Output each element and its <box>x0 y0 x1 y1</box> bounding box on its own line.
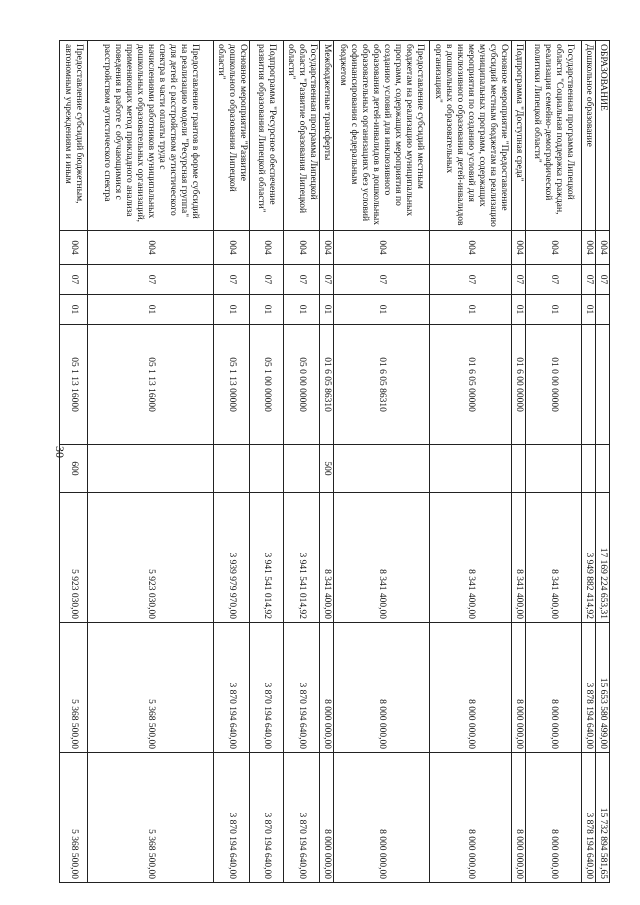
subsection-code-cell: 01 <box>512 295 526 325</box>
section-code-cell: 07 <box>596 265 610 295</box>
row-name-cell: Предоставление субсидий бюджетным, автономным учреждениям и иным <box>60 41 88 231</box>
amount-2025-cell: 8 000 000,00 <box>512 753 526 883</box>
section-code-cell: 07 <box>88 265 214 295</box>
target-article-cell: 01 6 05 86310 <box>320 325 334 445</box>
row-name-cell: Предоставление грантов в форме субсидий на реализацию модели "Ресурсная группа" для детей с расстройством аутистического спектра в части оплаты труда с начислениями работников муниципальных дошкольных образовательных организаций, применяющих метод прикладного анализа поведения в работе с обучающимися с расстройством аутистического спектра <box>88 41 214 231</box>
ministry-code-cell: 004 <box>596 231 610 265</box>
amount-2023-cell: 8 341 400,00 <box>430 493 512 623</box>
table-row <box>512 41 526 883</box>
amount-2024-cell: 5 368 500,00 <box>88 623 214 753</box>
amount-2023-cell: 17 169 224 653,31 <box>596 493 610 623</box>
expense-type-cell <box>430 445 512 493</box>
section-code-cell: 07 <box>320 265 334 295</box>
expense-type-cell <box>582 445 596 493</box>
target-article-cell <box>596 325 610 445</box>
budget-table <box>59 40 610 883</box>
section-code-cell: 07 <box>60 265 88 295</box>
section-code-cell: 07 <box>582 265 596 295</box>
amount-2025-cell: 3 870 194 640,00 <box>250 753 284 883</box>
ministry-code-cell: 004 <box>60 231 88 265</box>
expense-type-cell <box>214 445 250 493</box>
section-code-cell: 07 <box>334 265 430 295</box>
target-article-cell: 01 6 00 00000 <box>512 325 526 445</box>
table-row <box>284 41 320 883</box>
target-article-cell: 05 1 13 16000 <box>60 325 88 445</box>
expense-type-cell <box>88 445 214 493</box>
budget-table-container <box>63 40 610 882</box>
table-row <box>214 41 250 883</box>
section-code-cell: 07 <box>430 265 512 295</box>
amount-2024-cell: 8 000 000,00 <box>334 623 430 753</box>
row-name-cell: Дошкольное образование <box>582 41 596 231</box>
ministry-code-cell: 004 <box>88 231 214 265</box>
amount-2024-cell: 8 000 000,00 <box>320 623 334 753</box>
expense-type-cell <box>526 445 582 493</box>
amount-2023-cell: 3 949 882 414,92 <box>582 493 596 623</box>
amount-2024-cell: 3 870 194 640,00 <box>284 623 320 753</box>
amount-2023-cell: 3 941 541 014,92 <box>284 493 320 623</box>
table-row <box>88 41 214 883</box>
table-row <box>582 41 596 883</box>
amount-2023-cell: 8 341 400,00 <box>334 493 430 623</box>
expense-type-cell: 600 <box>60 445 88 493</box>
amount-2024-cell: 5 368 500,00 <box>60 623 88 753</box>
amount-2025-cell: 8 000 000,00 <box>526 753 582 883</box>
amount-2025-cell: 5 368 500,00 <box>88 753 214 883</box>
target-article-cell <box>582 325 596 445</box>
target-article-cell: 05 0 00 00000 <box>284 325 320 445</box>
ministry-code-cell: 004 <box>512 231 526 265</box>
row-name-cell: Подпрограмма "Доступная среда" <box>512 41 526 231</box>
amount-2025-cell: 3 878 194 640,00 <box>582 753 596 883</box>
row-name-cell: Основное мероприятие "Предоставление субсидий местным бюджетам на реализацию муниципальных программ, содержащих мероприятия по созданию условий для инклюзивного образования детей-инвалидов в дошкольных образовательных организациях" <box>430 41 512 231</box>
section-code-cell: 07 <box>512 265 526 295</box>
section-code-cell: 07 <box>250 265 284 295</box>
ministry-code-cell: 004 <box>526 231 582 265</box>
subsection-code-cell: 01 <box>430 295 512 325</box>
subsection-code-cell: 01 <box>250 295 284 325</box>
target-article-cell: 01 6 05 86310 <box>334 325 430 445</box>
subsection-code-cell <box>596 295 610 325</box>
expense-type-cell <box>284 445 320 493</box>
table-row <box>526 41 582 883</box>
amount-2025-cell: 3 870 194 640,00 <box>284 753 320 883</box>
subsection-code-cell: 01 <box>320 295 334 325</box>
amount-2024-cell: 3 878 194 640,00 <box>582 623 596 753</box>
amount-2024-cell: 3 870 194 640,00 <box>214 623 250 753</box>
subsection-code-cell: 01 <box>60 295 88 325</box>
amount-2023-cell: 5 923 030,00 <box>60 493 88 623</box>
target-article-cell: 05 1 13 00000 <box>214 325 250 445</box>
subsection-code-cell: 01 <box>214 295 250 325</box>
ministry-code-cell: 004 <box>284 231 320 265</box>
subsection-code-cell: 01 <box>284 295 320 325</box>
row-name-cell: Государственная программа Липецкой области "Развитие образования Липецкой области" <box>284 41 320 231</box>
section-code-cell: 07 <box>284 265 320 295</box>
amount-2023-cell: 8 341 400,00 <box>512 493 526 623</box>
amount-2023-cell: 5 923 030,00 <box>88 493 214 623</box>
subsection-code-cell: 01 <box>334 295 430 325</box>
table-row <box>320 41 334 883</box>
ministry-code-cell: 004 <box>334 231 430 265</box>
amount-2024-cell: 8 000 000,00 <box>512 623 526 753</box>
amount-2025-cell: 15 732 894 581,65 <box>596 753 610 883</box>
ministry-code-cell: 004 <box>214 231 250 265</box>
expense-type-cell <box>334 445 430 493</box>
row-name-cell: Основное мероприятие "Развитие дошкольного образования Липецкой области" <box>214 41 250 231</box>
table-row <box>334 41 430 883</box>
amount-2025-cell: 8 000 000,00 <box>320 753 334 883</box>
row-name-cell: Межбюджетные трансферты <box>320 41 334 231</box>
subsection-code-cell: 01 <box>526 295 582 325</box>
amount-2023-cell: 3 939 979 970,00 <box>214 493 250 623</box>
subsection-code-cell: 01 <box>582 295 596 325</box>
page-number: 30 <box>53 446 67 458</box>
amount-2023-cell: 8 341 400,00 <box>320 493 334 623</box>
expense-type-cell: 500 <box>320 445 334 493</box>
section-code-cell: 07 <box>214 265 250 295</box>
ministry-code-cell: 004 <box>430 231 512 265</box>
target-article-cell: 05 1 00 00000 <box>250 325 284 445</box>
row-name-cell: ОБРАЗОВАНИЕ <box>596 41 610 231</box>
amount-2025-cell: 5 368 500,00 <box>60 753 88 883</box>
amount-2024-cell: 3 870 194 640,00 <box>250 623 284 753</box>
amount-2024-cell: 8 000 000,00 <box>526 623 582 753</box>
table-row <box>430 41 512 883</box>
amount-2023-cell: 3 941 541 014,92 <box>250 493 284 623</box>
table-row <box>250 41 284 883</box>
amount-2025-cell: 8 000 000,00 <box>430 753 512 883</box>
row-name-cell: Предоставление субсидий местным бюджетам на реализацию муниципальных программ, содержащих мероприятия по созданию условий для инклюзивного образования детей-инвалидов в дошкольных образовательных организациях без условий софинансирования с федеральным бюджетом <box>334 41 430 231</box>
amount-2023-cell: 8 341 400,00 <box>526 493 582 623</box>
amount-2025-cell: 8 000 000,00 <box>334 753 430 883</box>
ministry-code-cell: 004 <box>582 231 596 265</box>
expense-type-cell <box>596 445 610 493</box>
target-article-cell: 01 0 00 00000 <box>526 325 582 445</box>
row-name-cell: Подпрограмма "Ресурсное обеспечение развития образования Липецкой области" <box>250 41 284 231</box>
amount-2024-cell: 8 000 000,00 <box>430 623 512 753</box>
row-name-cell: Государственная программа Липецкой области "Социальная поддержка граждан, реализация семейно-демографической политики Липецкой области" <box>526 41 582 231</box>
amount-2024-cell: 15 653 580 499,00 <box>596 623 610 753</box>
table-row <box>60 41 88 883</box>
amount-2025-cell: 3 870 194 640,00 <box>214 753 250 883</box>
table-row <box>596 41 610 883</box>
target-article-cell: 05 1 13 16000 <box>88 325 214 445</box>
ministry-code-cell: 004 <box>250 231 284 265</box>
expense-type-cell <box>250 445 284 493</box>
ministry-code-cell: 004 <box>320 231 334 265</box>
section-code-cell: 07 <box>526 265 582 295</box>
subsection-code-cell: 01 <box>88 295 214 325</box>
target-article-cell: 01 6 05 00000 <box>430 325 512 445</box>
expense-type-cell <box>512 445 526 493</box>
